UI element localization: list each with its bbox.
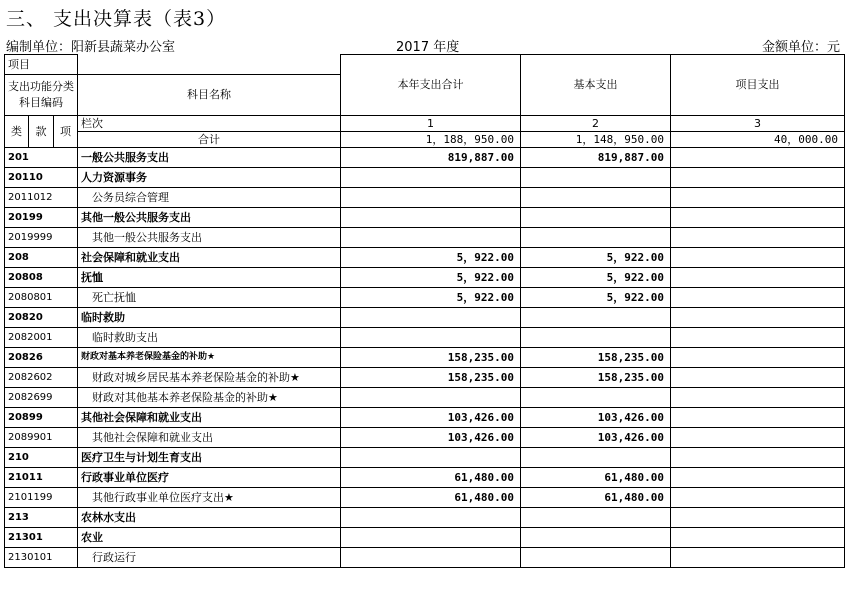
header-subject-name: 科目名称	[78, 75, 341, 116]
header-lei: 类	[5, 116, 29, 148]
row-total	[341, 508, 521, 528]
row-basic: 103,426.00	[521, 408, 671, 428]
row-project	[671, 388, 845, 408]
currency-unit: 金额单位：元	[761, 40, 840, 55]
row-project	[671, 348, 845, 368]
row-project	[671, 268, 845, 288]
row-project	[671, 508, 845, 528]
sum-label: 合计	[78, 132, 341, 148]
table-row	[5, 388, 845, 408]
col-num-1: 1	[341, 116, 521, 132]
row-code: 2082602	[5, 368, 78, 388]
row-basic	[521, 208, 671, 228]
row-total	[341, 528, 521, 548]
row-basic	[521, 308, 671, 328]
row-basic: 158,235.00	[521, 348, 671, 368]
sum-project: 40，000.00	[671, 132, 845, 148]
row-basic: 158,235.00	[521, 368, 671, 388]
row-total	[341, 548, 521, 568]
row-project	[671, 148, 845, 168]
row-name: 行政事业单位医疗	[78, 468, 341, 488]
row-basic	[521, 328, 671, 348]
row-name: 财政对城乡居民基本养老保险基金的补助★	[78, 368, 341, 388]
table-row	[5, 348, 845, 368]
sum-basic: 1，148，950.00	[521, 132, 671, 148]
table-row	[5, 168, 845, 188]
row-name: 其他行政事业单位医疗支出★	[78, 488, 341, 508]
expenditure-table	[4, 54, 845, 568]
row-project	[671, 188, 845, 208]
row-project	[671, 548, 845, 568]
row-basic	[521, 508, 671, 528]
row-code: 20899	[5, 408, 78, 428]
table-row	[5, 148, 845, 168]
row-total: 61,480.00	[341, 488, 521, 508]
table-row	[5, 208, 845, 228]
row-project	[671, 428, 845, 448]
table-row	[5, 508, 845, 528]
row-total: 5，922.00	[341, 248, 521, 268]
table-row	[5, 308, 845, 328]
row-code: 20826	[5, 348, 78, 368]
row-basic: 5，922.00	[521, 288, 671, 308]
row-total	[341, 208, 521, 228]
row-name: 农业	[78, 528, 341, 548]
row-name: 其他社会保障和就业支出	[78, 428, 341, 448]
row-name: 一般公共服务支出	[78, 148, 341, 168]
row-basic: 103,426.00	[521, 428, 671, 448]
row-code: 2101199	[5, 488, 78, 508]
col-num-2: 2	[521, 116, 671, 132]
table-row	[5, 268, 845, 288]
row-basic	[521, 388, 671, 408]
row-name: 其他一般公共服务支出	[78, 228, 341, 248]
row-basic: 5，922.00	[521, 268, 671, 288]
table-row	[5, 428, 845, 448]
row-basic: 61,480.00	[521, 468, 671, 488]
header-project: 项目支出	[671, 55, 845, 116]
table-row	[5, 288, 845, 308]
row-code: 208	[5, 248, 78, 268]
row-name: 临时救助支出	[78, 328, 341, 348]
row-total	[341, 168, 521, 188]
header-subject-name-top	[78, 55, 341, 75]
row-code: 20199	[5, 208, 78, 228]
table-row	[5, 488, 845, 508]
row-name: 行政运行	[78, 548, 341, 568]
row-name: 其他社会保障和就业支出	[78, 408, 341, 428]
table-row	[5, 248, 845, 268]
row-total: 5，922.00	[341, 288, 521, 308]
row-name: 财政对其他基本养老保险基金的补助★	[78, 388, 341, 408]
row-project	[671, 528, 845, 548]
row-code: 21301	[5, 528, 78, 548]
row-name: 财政对基本养老保险基金的补助★	[78, 348, 341, 368]
row-project	[671, 368, 845, 388]
row-total	[341, 228, 521, 248]
col-num-3: 3	[671, 116, 845, 132]
table-row	[5, 468, 845, 488]
row-project	[671, 248, 845, 268]
row-project	[671, 328, 845, 348]
row-total	[341, 188, 521, 208]
row-code: 20110	[5, 168, 78, 188]
row-name: 死亡抚恤	[78, 288, 341, 308]
row-name: 农林水支出	[78, 508, 341, 528]
row-project	[671, 288, 845, 308]
row-total	[341, 388, 521, 408]
row-total: 158,235.00	[341, 368, 521, 388]
row-basic: 61,480.00	[521, 488, 671, 508]
row-code: 201	[5, 148, 78, 168]
row-code: 213	[5, 508, 78, 528]
header-lanci: 栏次	[78, 116, 341, 132]
row-project	[671, 408, 845, 428]
header-basic: 基本支出	[521, 55, 671, 116]
row-basic	[521, 168, 671, 188]
row-total	[341, 328, 521, 348]
table-row	[5, 408, 845, 428]
row-code: 21011	[5, 468, 78, 488]
row-code: 2019999	[5, 228, 78, 248]
table-row	[5, 368, 845, 388]
fiscal-year: 2017 年度	[396, 40, 460, 55]
table-row	[5, 228, 845, 248]
row-code: 210	[5, 448, 78, 468]
row-total: 103,426.00	[341, 428, 521, 448]
header-item: 项目	[5, 55, 78, 75]
header-kuan: 款	[29, 116, 54, 148]
row-code: 2089901	[5, 428, 78, 448]
row-code: 2082699	[5, 388, 78, 408]
header-xiang: 项	[54, 116, 78, 148]
meta-bar	[4, 35, 844, 54]
row-project	[671, 208, 845, 228]
row-name: 人力资源事务	[78, 168, 341, 188]
compiling-unit: 编制单位：阳新县蔬菜办公室	[6, 40, 176, 55]
row-name: 其他一般公共服务支出	[78, 208, 341, 228]
row-total: 158,235.00	[341, 348, 521, 368]
row-total: 61,480.00	[341, 468, 521, 488]
row-name: 临时救助	[78, 308, 341, 328]
row-basic: 5，922.00	[521, 248, 671, 268]
row-name: 公务员综合管理	[78, 188, 341, 208]
row-basic	[521, 528, 671, 548]
row-basic	[521, 188, 671, 208]
row-total: 103,426.00	[341, 408, 521, 428]
row-basic: 819,887.00	[521, 148, 671, 168]
row-code: 2080801	[5, 288, 78, 308]
row-name: 社会保障和就业支出	[78, 248, 341, 268]
table-row	[5, 528, 845, 548]
sum-total: 1，188，950.00	[341, 132, 521, 148]
row-code: 2082001	[5, 328, 78, 348]
row-project	[671, 168, 845, 188]
row-project	[671, 228, 845, 248]
table-row	[5, 548, 845, 568]
table-row	[5, 328, 845, 348]
header-total: 本年支出合计	[341, 55, 521, 116]
row-total: 5，922.00	[341, 268, 521, 288]
table-row	[5, 448, 845, 468]
row-total	[341, 308, 521, 328]
row-basic	[521, 228, 671, 248]
row-project	[671, 468, 845, 488]
row-name: 抚恤	[78, 268, 341, 288]
row-basic	[521, 448, 671, 468]
row-project	[671, 488, 845, 508]
row-code: 2011012	[5, 188, 78, 208]
row-name: 医疗卫生与计划生育支出	[78, 448, 341, 468]
row-project	[671, 448, 845, 468]
header-func-code: 支出功能分类科目编码	[5, 75, 78, 116]
row-project	[671, 308, 845, 328]
row-total: 819,887.00	[341, 148, 521, 168]
table-row	[5, 188, 845, 208]
row-total	[341, 448, 521, 468]
page-title: 三、 支出决算表（表3）	[6, 8, 227, 30]
row-code: 20820	[5, 308, 78, 328]
row-code: 2130101	[5, 548, 78, 568]
row-basic	[521, 548, 671, 568]
row-code: 20808	[5, 268, 78, 288]
